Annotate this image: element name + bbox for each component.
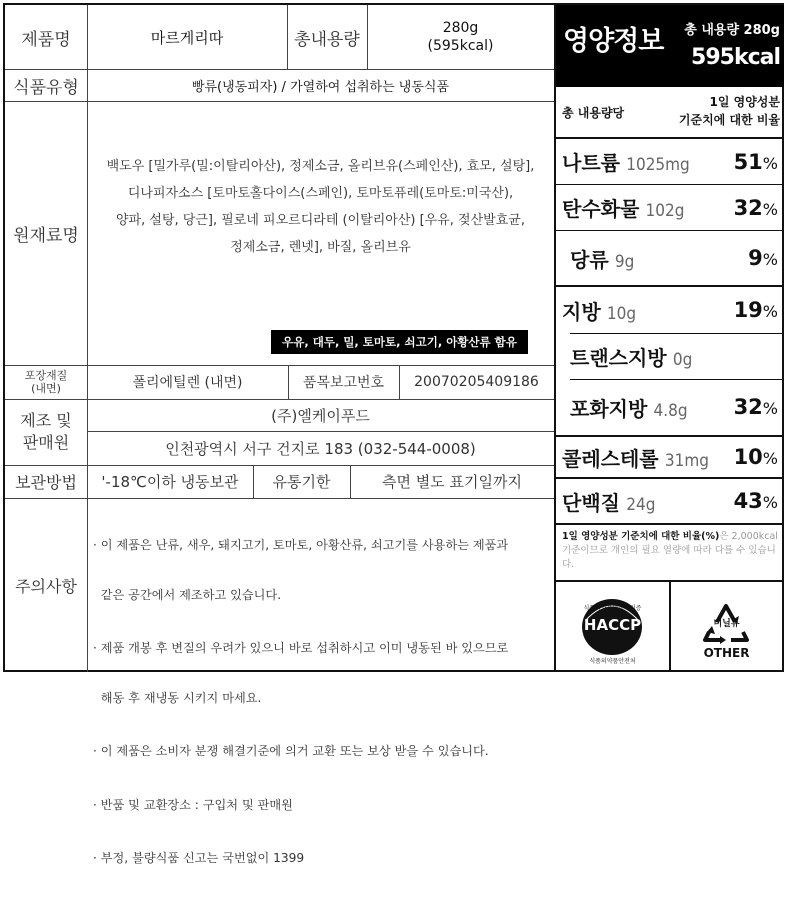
nutrient-pct: 32% (733, 395, 778, 419)
nutrient-row-cholesterol (556, 437, 784, 479)
caution-line: · 부정, 불량식품 신고는 국번없이 1399 (93, 851, 305, 865)
caution-line: · 이 제품은 소비자 분쟁 해결기준에 의거 교환 또는 보상 받을 수 있습니다. (93, 744, 489, 758)
nutrient-row-sugar (556, 231, 784, 287)
total-volume-kcal: (595kcal) (427, 38, 494, 54)
haccp-logo (556, 582, 669, 672)
nutrition-per-row (556, 87, 784, 139)
caution-line: · 반품 및 교환장소 : 구입처 및 판매원 (93, 797, 293, 812)
packaging-value: 폴리에틸렌 (내면) (132, 375, 243, 391)
report-no-label: 품목보고번호 (302, 375, 385, 391)
storage-value: '-18℃이하 냉동보관 (101, 473, 239, 491)
daily-label (679, 93, 780, 129)
nutrient-pct: 51% (733, 149, 778, 174)
ingredients-line: 양파, 설탕, 당근], 필로네 피오르디라테 (이탈리아산) [우유, 젖산발효균, (116, 213, 525, 228)
nutrition-total-label: 총 내용량 280g (684, 23, 780, 38)
caution-line: · 이 제품은 난류, 새우, 돼지고기, 토마토, 아황산류, 쇠고기를 사용하는 제품과 (93, 538, 509, 552)
nutrient-name: 트랜스지방 0g (570, 345, 693, 370)
haccp-bottom-text: 식품의약품안전처 (589, 658, 636, 665)
nutrient-name: 나트륨 1025mg (562, 151, 690, 175)
daily-label-1: 1일 영양성분 (709, 95, 780, 109)
haccp-top-text: 식품의약품안전처인증 (583, 605, 642, 612)
nutrient-pct: 43% (733, 489, 778, 513)
daily-label-2: 기준치에 대한 비율 (678, 113, 780, 127)
nutrient-pct: 32% (733, 195, 778, 220)
company-address: 인천광역시 서구 건지로 183 (032-544-0008) (165, 439, 476, 458)
nutrient-row-carbs (556, 185, 784, 231)
nutrient-row-protein (556, 479, 784, 525)
nutrition-panel (554, 5, 784, 580)
manufacturer-label: 제조 및 판매원 (20, 411, 72, 452)
per-label: 총 내용량당 (562, 106, 625, 120)
recycle-type: OTHER (703, 646, 750, 660)
total-volume-value (367, 5, 554, 69)
nutrient-row-sodium (556, 139, 784, 185)
recycle-label: 비닐류 (713, 619, 740, 629)
total-volume-weight: 280g (442, 20, 479, 36)
nutrient-row-sat-fat (556, 379, 784, 437)
nutrient-name: 탄수화물 102g (562, 197, 685, 221)
food-type-value: 빵류(냉동피자) / 가열하여 섭취하는 냉동식품 (191, 79, 450, 95)
cautions-label: 주의사항 (15, 576, 77, 596)
ingredients-line: 디나피자소스 [토마토홀다이스(스페인), 토마토퓨레(토마토:미국산), (127, 186, 514, 201)
ingredients-text (87, 153, 554, 261)
footnote-bold: 1일 영양성분 기준치에 대한 비율(%) (562, 531, 720, 542)
food-type-label: 식품유형 (13, 77, 79, 98)
expiry-value: 측면 별도 표기일까지 (382, 473, 522, 491)
nutrient-name: 콜레스테롤 31mg (562, 446, 709, 471)
recycle-logo (671, 582, 782, 672)
expiry-label: 유통기한 (272, 473, 331, 491)
nutrient-pct: 19% (733, 298, 778, 322)
caution-line: 해동 후 재냉동 시키지 마세요. (93, 690, 262, 705)
ingredients-line: 백도우 [밀가루(밀:이탈리아산), 정제소금, 올리브유(스페인산), 효모, 설탕], (106, 159, 535, 174)
ingredients-line: 정제소금, 렌넷], 바질, 올리브유 (230, 240, 411, 255)
nutrition-title: 영양정보 (563, 26, 664, 57)
nutrient-row-trans-fat (556, 333, 784, 379)
cautions-list (93, 504, 548, 900)
haccp-main-text: HACCP (583, 616, 642, 634)
nutrition-header (556, 5, 784, 87)
nutrient-name: 당류 9g (570, 247, 635, 272)
storage-label: 보관방법 (15, 473, 77, 492)
nutrition-total-kcal: 595kcal (691, 45, 780, 70)
caution-line: 같은 공간에서 제조하고 있습니다. (93, 587, 282, 602)
footnote-rest: 은 2,000kcal 기준이므로 개인의 필요 열량에 따라 다를 수 있습니다. (562, 531, 778, 570)
company-name: (주)엘케이푸드 (271, 406, 370, 425)
nutrient-pct: 10% (733, 445, 778, 469)
product-name-value: 마르게리따 (150, 28, 224, 47)
caution-line: · 제품 개봉 후 변질의 우려가 있으니 바로 섭취하시고 이미 냉동된 바 있으므로 (93, 641, 509, 655)
allergen-badge: 우유, 대두, 밀, 토마토, 쇠고기, 아황산류 함유 (271, 330, 528, 354)
food-label (3, 3, 784, 865)
product-name-label: 제품명 (21, 29, 71, 50)
packaging-label: 포장재질 (내면) (24, 369, 68, 395)
nutrition-footnote (562, 530, 780, 572)
nutrient-name: 지방 10g (562, 299, 637, 324)
nutrient-name: 단백질 24g (562, 490, 656, 515)
nutrient-pct: 9% (748, 246, 778, 270)
nutrient-row-fat (556, 287, 784, 333)
ingredients-label: 원재료명 (13, 225, 79, 246)
nutrient-name: 포화지방 4.8g (570, 396, 688, 421)
report-no-value: 20070205409186 (414, 374, 539, 390)
total-volume-label: 총내용량 (294, 29, 360, 50)
